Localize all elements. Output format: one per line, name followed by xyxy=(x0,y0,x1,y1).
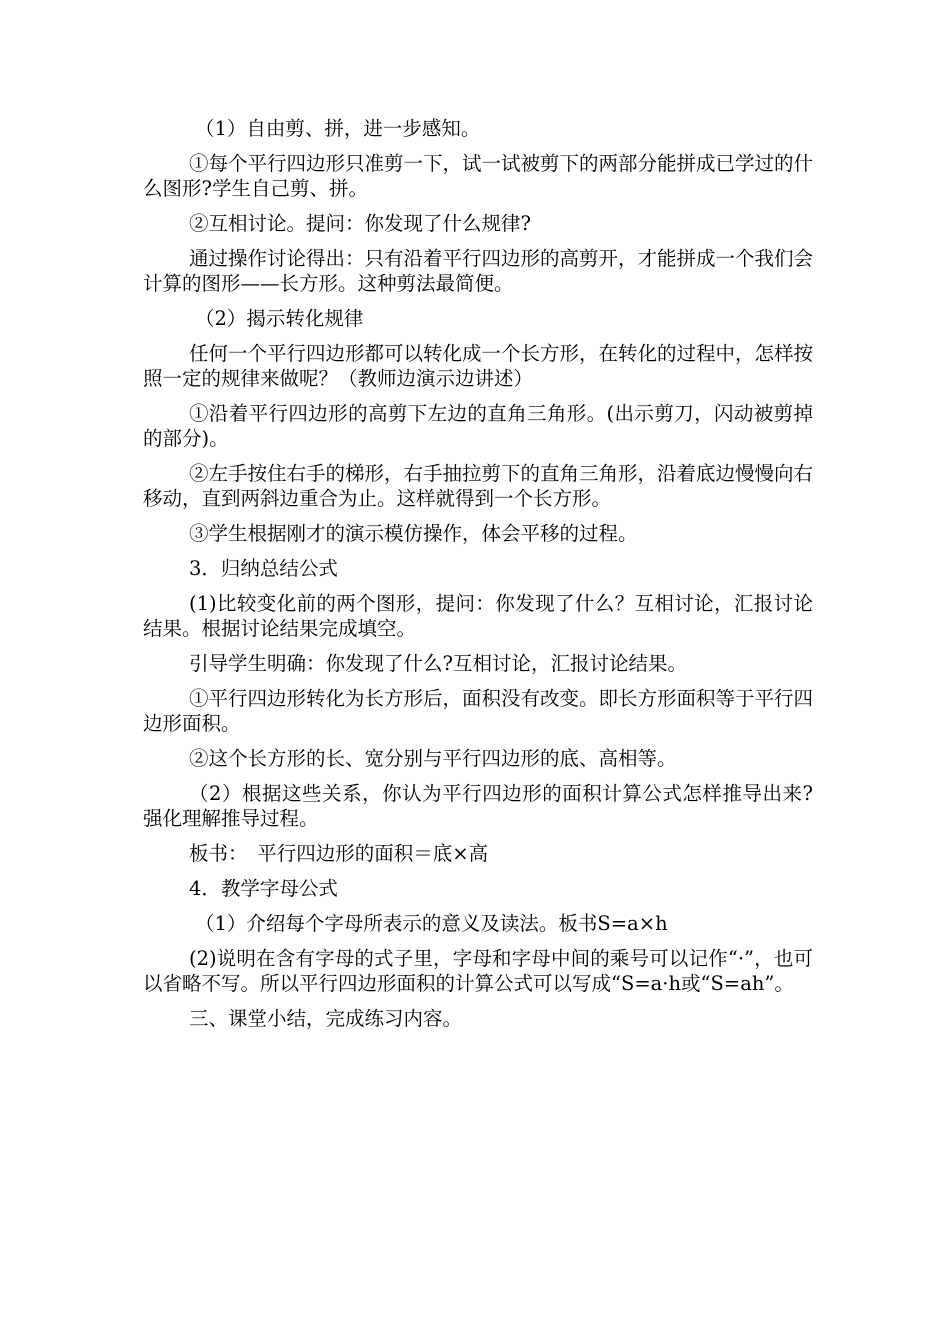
paragraph-13: ①平行四边形转化为长方形后，面积没有改变。即长方形面积等于平行四边形面积。 xyxy=(143,687,814,735)
section-heading-summary: 三、课堂小结，完成练习内容。 xyxy=(189,1007,463,1030)
paragraph-18: （1）介绍每个字母所表示的意义及读法。板书S=a×h xyxy=(195,912,668,935)
paragraph-3: ②互相讨论。提问：你发现了什么规律? xyxy=(189,212,531,235)
paragraph-9: ③学生根据刚才的演示模仿操作，体会平移的过程。 xyxy=(189,522,638,545)
paragraph-19: (2)说明在含有字母的式子里，字母和字母中间的乘号可以记作“·”，也可以省略不写。所以平行四边形面积的计算公式可以写成“S=a·h或“S=ah”。 xyxy=(143,947,813,995)
section-heading-3: 3．归纳总结公式 xyxy=(189,557,338,580)
document-body xyxy=(143,116,813,1041)
paragraph-6: 任何一个平行四边形都可以转化成一个长方形，在转化的过程中，怎样按照一定的规律来做呢？（教师边演示边讲述） xyxy=(143,342,814,390)
paragraph-12: 引导学生明确：你发现了什么?互相讨论，汇报讨论结果。 xyxy=(189,652,687,675)
paragraph-1: （1）自由剪、拼，进一步感知。 xyxy=(195,117,481,140)
paragraph-15: （2）根据这些关系，你认为平行四边形的面积计算公式怎样推导出来?强化理解推导过程。 xyxy=(143,782,813,830)
paragraph-2: ①每个平行四边形只准剪一下，试一试被剪下的两部分能拼成已学过的什么图形?学生自己剪、拼。 xyxy=(143,152,814,200)
paragraph-5: （2）揭示转化规律 xyxy=(195,307,364,330)
section-heading-4: 4．教学字母公式 xyxy=(189,877,338,900)
paragraph-11: (1)比较变化前的两个图形，提问：你发现了什么？互相讨论，汇报讨论结果。根据讨论结果完成填空。 xyxy=(143,592,813,640)
paragraph-14: ②这个长方形的长、宽分别与平行四边形的底、高相等。 xyxy=(189,747,677,770)
paragraph-8: ②左手按住右手的梯形，右手抽拉剪下的直角三角形，沿着底边慢慢向右移动，直到两斜边重合为止。这样就得到一个长方形。 xyxy=(143,462,814,510)
board-writing-formula: 板书： 平行四边形的面积＝底×高 xyxy=(189,842,489,865)
paragraph-4: 通过操作讨论得出：只有沿着平行四边形的高剪开，才能拼成一个我们会计算的图形——长方形。这种剪法最简便。 xyxy=(143,247,814,295)
paragraph-7: ①沿着平行四边形的高剪下左边的直角三角形。(出示剪刀，闪动被剪掉的部分)。 xyxy=(143,402,813,450)
